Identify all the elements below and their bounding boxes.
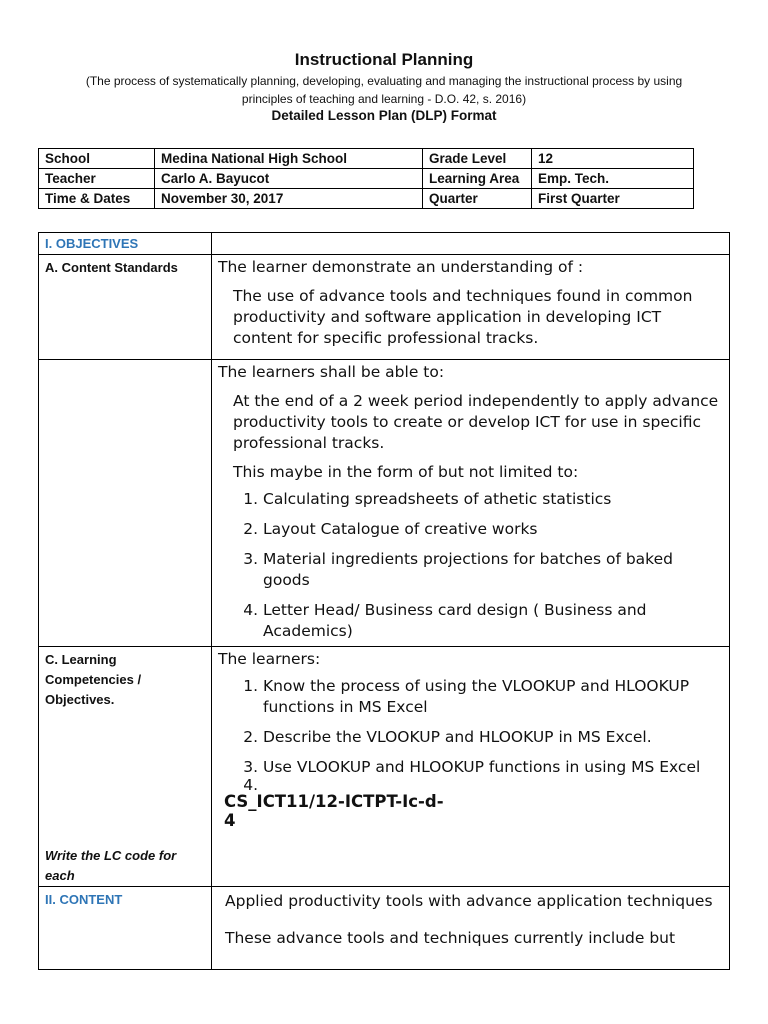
lesson-plan-table [38,232,730,970]
content-standards-text: The use of advance tools and techniques found in common productivity and software application in developing ICT content for specific professional tracks. [233,287,693,347]
content-text: Applied productivity tools with advance application techniques [225,892,713,910]
content-cell [212,887,730,970]
teacher-label: Teacher [39,169,155,189]
list-item: 3. Use VLOOKUP and HLOOKUP functions in using MS Excel [263,757,723,778]
lc-code: CS_ICT11/12-ICTPT-Ic-d-4 [224,792,444,830]
lc-code-label: Write the LC code for each [45,848,177,883]
list-item: 1. Calculating spreadsheets of athetic statistics [263,489,723,510]
competencies-cell [212,647,730,887]
performance-list [218,489,723,642]
performance-intro: The learners shall be able to: [218,363,445,381]
page-title: Instructional Planning [294,50,474,69]
grade-label: Grade Level [423,149,532,169]
content-standards-cell [212,255,730,360]
list-item: 3. Material ingredients projections for batches of baked goods [263,549,723,591]
list-item: 4. Letter Head/ Business card design ( Business and Academics) [263,600,723,642]
list-item: 2. Describe the VLOOKUP and HLOOKUP in MS Excel. [263,727,723,748]
content-standards-label: A. Content Standards [39,255,212,360]
list-item: 2. Layout Catalogue of creative works [263,519,723,540]
performance-form: This maybe in the form of but not limited to: [233,463,579,481]
quarter-label: Quarter [423,189,532,209]
school-label: School [39,149,155,169]
grade-value: 12 [532,149,694,169]
table-row [39,149,694,169]
info-table [38,148,694,209]
performance-text: At the end of a 2 week period independently to apply advance productivity tools to create or develop ICT for use in specific professional tracks. [233,392,719,452]
list-item: 1. Know the process of using the VLOOKUP and HLOOKUP functions in MS Excel [263,676,723,718]
quarter-value: First Quarter [532,189,694,209]
table-row [39,233,730,255]
content-standards-intro: The learner demonstrate an understanding of : [218,258,584,276]
table-row [39,189,694,209]
page-subtitle: (The process of systematically planning, developing, evaluating and managing the instructional process by using principles of teaching and learning - D.O. 42, s. 2016) [85,74,683,106]
area-label: Learning Area [423,169,532,189]
area-value: Emp. Tech. [532,169,694,189]
objectives-heading: I. OBJECTIVES [39,233,212,255]
time-label: Time & Dates [39,189,155,209]
time-value: November 30, 2017 [155,189,423,209]
table-row [39,360,730,647]
performance-standards-cell [212,360,730,647]
table-row [39,255,730,360]
school-value: Medina National High School [155,149,423,169]
format-title: Detailed Lesson Plan (DLP) Format [271,108,497,123]
table-row [39,887,730,970]
competencies-label: C. Learning Competencies / Objectives. [45,652,142,707]
competencies-list [218,676,723,792]
table-row [39,647,730,887]
teacher-value: Carlo A. Bayucot [155,169,423,189]
content-text-2: These advance tools and techniques currently include but [225,929,676,947]
competencies-intro: The learners: [218,650,321,668]
table-row [39,169,694,189]
list-item [263,778,723,792]
content-heading: II. CONTENT [39,887,212,970]
